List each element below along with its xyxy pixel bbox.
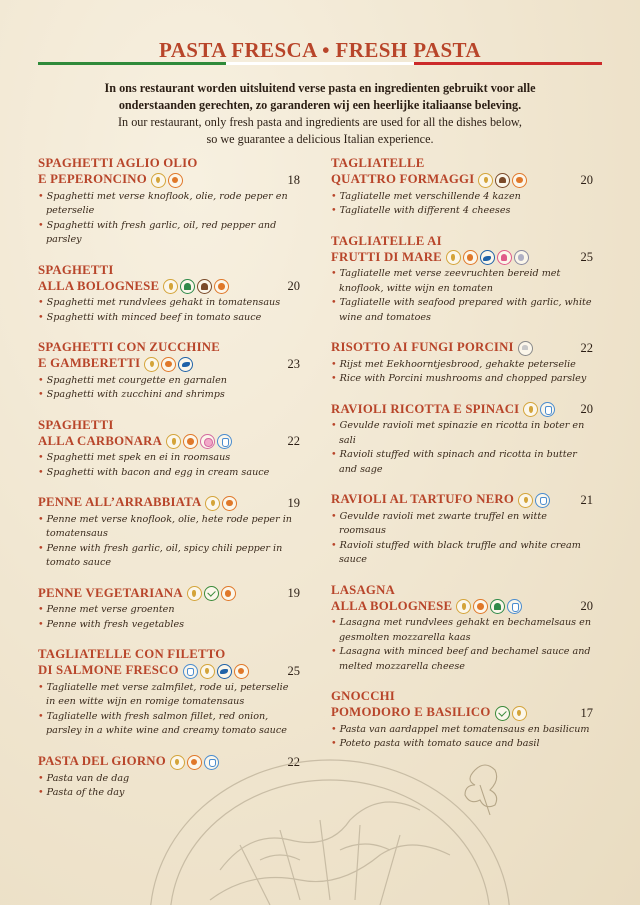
menu-item [331,401,593,478]
gluten-icon [166,434,181,449]
fish-icon [480,250,495,265]
menu-item-header [331,582,593,615]
dish-name [38,262,229,295]
dish-name [331,491,550,508]
dish-name-line1: PENNE VEGETARIANA [38,585,236,602]
dish-name-line1: SPAGHETTI CON ZUCCHINE [38,340,220,355]
description-english: • Lasagna with minced beef and bechamel sauce and melted mozzarella cheese [331,645,593,674]
dish-price: 23 [287,356,300,371]
description-english: • Spaghetti with minced beef in tomato sauce [38,311,300,326]
description-dutch: • Spaghetti met spek en ei in roomsaus [38,451,300,466]
celery-icon [490,599,505,614]
dish-name-line1: TAGLIATELLE [331,156,425,170]
allergen-icons [456,599,522,614]
description-dutch: • Tagliatelle met verse zalmfilet, rode ui, peterselie in een witte wijn en romige tomatensaus [38,681,300,710]
dish-name-line2: ALLA CARBONARA [38,433,232,450]
menu-item [38,155,300,248]
description-english: • Penne with fresh garlic, oil, spicy chili pepper in tomato sauce [38,542,300,571]
celery-icon [180,279,195,294]
menu-item-header [38,585,300,602]
egg-icon [463,250,478,265]
milk-icon [535,493,550,508]
fish-icon [178,357,193,372]
dish-name [38,155,198,188]
gluten-icon [446,250,461,265]
allergen-icons [183,664,249,679]
description-dutch: • Gevulde ravioli met zwarte truffel en witte roomsaus [331,510,593,539]
dish-name-line1: TAGLIATELLE AI [331,233,442,248]
allergen-icons [523,402,555,417]
gluten-icon [518,493,533,508]
allergen-icons [187,586,236,601]
description-english: • Tagliatelle with fresh salmon fillet, red onion, parsley in a white wine and creamy tomato sauce [38,710,300,739]
allergen-icons [518,493,550,508]
dish-name-line1: PASTA DEL GIORNO [38,753,219,770]
menu-item-header [38,339,300,372]
dish-name [38,339,220,372]
description-dutch: • Penne met verse knoflook, olie, hete rode peper in tomatensaus [38,513,300,542]
dish-name-line1: SPAGHETTI AGLIO OLIO [38,156,198,170]
egg-icon [473,599,488,614]
dish-name-line2: FRUTTI DI MARE [331,249,529,266]
allergen-icons [446,250,529,265]
menu-item-header [38,646,300,679]
menu-item [331,339,593,387]
dish-price: 25 [580,250,593,265]
gluten-icon [144,357,159,372]
dish-name-line2: ALLA BOLOGNESE [331,598,522,615]
dish-price: 22 [287,754,300,769]
dish-price: 18 [287,172,300,187]
description-english: • Poteto pasta with tomato sauce and basil [331,737,593,752]
egg-icon [183,434,198,449]
gluten-icon [187,586,202,601]
dish-description [38,681,300,739]
gluten-icon [456,599,471,614]
egg-icon [222,496,237,511]
menu-item-header [38,262,300,295]
egg-icon [512,173,527,188]
gluten-icon [523,402,538,417]
dish-price: 20 [580,599,593,614]
description-dutch: • Gevulde ravioli met spinazie en ricotta in boter en sali [331,419,593,448]
dish-name-line2: E PEPERONCINO [38,171,198,188]
dish-description [38,296,300,325]
fish-icon [217,664,232,679]
dish-description [331,358,593,387]
menu-item [331,155,593,219]
veg-icon [204,586,219,601]
dish-description [38,603,300,632]
description-english: • Ravioli stuffed with black truffle and white cream sauce [331,539,593,568]
menu-item [38,494,300,571]
dish-name-line1: RAVIOLI AL TARTUFO NERO [331,491,550,508]
gluten-icon [478,173,493,188]
description-english: • Ravioli stuffed with spinach and ricotta in butter and sage [331,448,593,477]
intro-nl-line1: In ons restaurant worden uitsluitend verse pasta en ingredienten gebruikt voor alle [104,81,536,95]
description-dutch: • Pasta van de dag [38,772,300,787]
egg-icon [214,279,229,294]
dish-name [38,417,232,450]
description-dutch: • Spaghetti met courgette en garnalen [38,374,300,389]
dish-name [38,585,236,602]
milk-icon [183,664,198,679]
allergen-icons [518,341,533,356]
flag-green [38,62,226,65]
dish-name [331,339,533,356]
gluten-icon [163,279,178,294]
description-english: • Pasta of the day [38,786,300,801]
dish-name-line1: TAGLIATELLE CON FILETTO [38,647,226,662]
milk-icon [217,434,232,449]
menu-item-header [38,417,300,450]
description-dutch: • Lasagna met rundvlees gehakt en bechamelsaus en gesmolten mozzarella kaas [331,616,593,645]
description-english: • Spaghetti with bacon and egg in cream sauce [38,466,300,481]
egg-icon [221,586,236,601]
intro-en-line2: so we guarantee a delicious Italian experience. [206,132,434,146]
allergen-icons [205,496,237,511]
gluten-icon [151,173,166,188]
allergen-icons [478,173,527,188]
dish-description [331,267,593,325]
egg-icon [168,173,183,188]
menu-item [331,582,593,675]
intro-text [40,80,600,148]
dish-name-line1: SPAGHETTI [38,417,114,432]
dish-name [38,646,249,679]
dish-name-line2: DI SALMONE FRESCO [38,662,249,679]
menu-item-header [331,688,593,721]
menu-item-header [38,155,300,188]
allergen-icons [166,434,232,449]
dish-name [331,401,555,418]
dish-price: 17 [580,705,593,720]
italian-flag-divider [38,62,602,65]
dish-price: 20 [580,172,593,187]
menu-item [38,585,300,633]
dish-price: 19 [287,586,300,601]
dish-description [331,616,593,674]
dish-name [331,233,529,266]
mustard-icon [197,279,212,294]
mustard-icon [495,173,510,188]
veg-icon [495,706,510,721]
dish-price: 20 [580,402,593,417]
menu-item-header [38,494,300,511]
menu-item [331,688,593,752]
mushroom-icon [518,341,533,356]
flag-red [414,62,602,65]
dish-description [331,510,593,568]
menu-item [331,491,593,568]
gluten-icon [200,664,215,679]
shell-icon [497,250,512,265]
dish-name [331,155,527,188]
menu-item-header [331,401,593,418]
dish-name-line2: QUATTRO FORMAGGI [331,171,527,188]
description-dutch: • Tagliatelle met verschillende 4 kazen [331,190,593,205]
mollusc-icon [514,250,529,265]
allergen-icons [151,173,183,188]
dish-price: 21 [580,492,593,507]
description-english: • Spaghetti with zucchini and shrimps [38,388,300,403]
dish-price: 25 [287,663,300,678]
menu-column-right [331,155,593,766]
menu-item [331,233,593,326]
gluten-icon [205,496,220,511]
menu-item-header [331,491,593,508]
menu-item [38,339,300,403]
dish-name [38,494,237,511]
egg-icon [234,664,249,679]
gluten-icon [512,706,527,721]
description-dutch: • Tagliatelle met verse zeevruchten bereid met knoflook, witte wijn en tomaten [331,267,593,296]
dish-name-line1: PENNE ALL’ARRABBIATA [38,494,237,511]
allergen-icons [495,706,527,721]
dish-description [38,513,300,571]
menu-item-header [331,155,593,188]
description-dutch: • Pasta van aardappel met tomatensaus en basilicum [331,723,593,738]
dish-name-line2: ALLA BOLOGNESE [38,278,229,295]
menu-item [38,646,300,739]
description-dutch: • Spaghetti met rundvlees gehakt in tomatensaus [38,296,300,311]
description-dutch: • Penne met verse groenten [38,603,300,618]
milk-icon [507,599,522,614]
dish-name-line1: GNOCCHI [331,689,395,704]
dish-name-line1: LASAGNA [331,582,395,597]
dish-name-line2: E GAMBERETTI [38,355,220,372]
dish-name-line1: RAVIOLI RICOTTA E SPINACI [331,401,555,418]
pasta-plate-illustration [140,750,520,905]
description-english: • Tagliatelle with different 4 cheeses [331,204,593,219]
milk-icon [540,402,555,417]
description-english: • Tagliatelle with seafood prepared with garlic, white wine and tomatoes [331,296,593,325]
dish-price: 22 [287,434,300,449]
description-english: • Spaghetti with fresh garlic, oil, red pepper and parsley [38,219,300,248]
dish-description [38,190,300,248]
dish-price: 22 [580,340,593,355]
menu-item [38,417,300,481]
menu-title: PASTA FRESCA • FRESH PASTA [159,38,481,62]
dish-name-line1: RISOTTO AI FUNGI PORCINI [331,339,533,356]
dish-name [331,688,527,721]
egg-icon [161,357,176,372]
description-dutch: • Rijst met Eekhoorntjesbrood, gehakte peterselie [331,358,593,373]
dish-price: 19 [287,495,300,510]
description-dutch: • Spaghetti met verse knoflook, olie, rode peper en peterselie [38,190,300,219]
dish-description [331,419,593,477]
dish-description [331,723,593,752]
intro-en-line1: In our restaurant, only fresh pasta and ingredients are used for all the dishes below, [118,115,522,129]
description-english: • Penne with fresh vegetables [38,618,300,633]
intro-nl-line2: onderstaanden gerechten, zo garanderen wij een heerlijke italiaanse beleving. [118,98,522,112]
dish-description [331,190,593,219]
description-english: • Rice with Porcini mushrooms and chopped parsley [331,372,593,387]
menu-item-header [331,233,593,266]
dish-name-line1: SPAGHETTI [38,262,114,277]
menu-item [38,262,300,326]
menu-column-left [38,155,300,815]
dish-description [38,374,300,403]
allergen-icons [163,279,229,294]
dish-price: 20 [287,279,300,294]
flag-white [226,62,414,65]
dish-name-line2: POMODORO E BASILICO [331,704,527,721]
allergen-icons [144,357,193,372]
pig-icon [200,434,215,449]
menu-item-header [331,339,593,356]
dish-description [38,451,300,480]
dish-name [331,582,522,615]
